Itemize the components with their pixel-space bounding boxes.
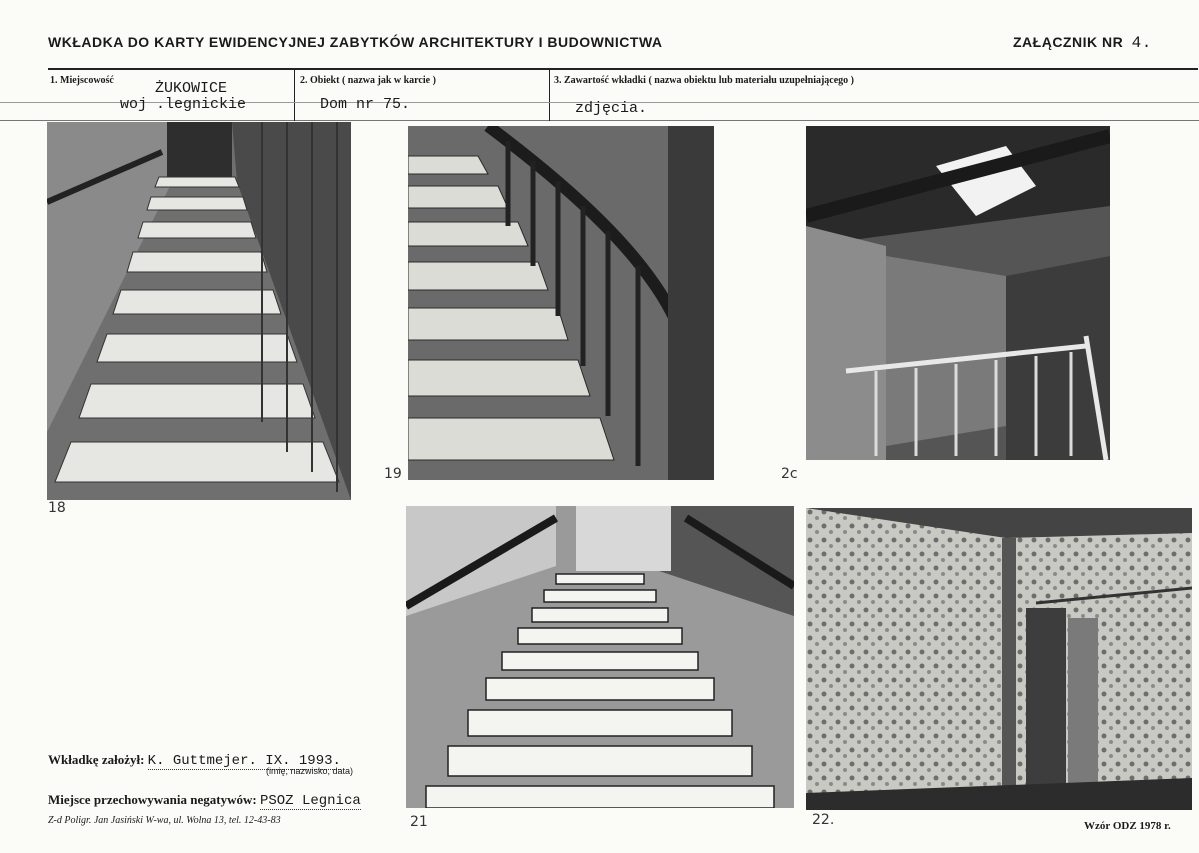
photo-21-number: 21 bbox=[410, 814, 428, 830]
form-model: Wzór ODZ 1978 r. bbox=[1084, 820, 1171, 832]
photo-19-number: 19 bbox=[384, 466, 402, 482]
negatives-row bbox=[48, 792, 361, 809]
photo-20-number: 2c bbox=[781, 466, 798, 482]
location-label: 1. Miejscowość bbox=[50, 75, 114, 86]
object-value: Dom nr 75. bbox=[320, 96, 411, 113]
photo-18-stair bbox=[47, 122, 351, 500]
photo-21-stair-below bbox=[406, 506, 794, 808]
header-top-rule bbox=[48, 68, 1198, 70]
photo-22-number: 22. bbox=[812, 812, 835, 828]
attachment-label-text: ZAŁĄCZNIK NR bbox=[1013, 34, 1124, 50]
photo-20-attic bbox=[806, 126, 1110, 460]
field-divider-1 bbox=[294, 69, 295, 121]
location-value-town: ŻUKOWICE bbox=[155, 80, 228, 97]
attachment-number: 4. bbox=[1131, 34, 1152, 52]
photo-19-stair-banister bbox=[408, 126, 714, 480]
created-by-hint: (imię, nazwisko, data) bbox=[266, 766, 354, 776]
header-bottom-rule bbox=[0, 120, 1199, 121]
location-value-voivodeship: woj .legnickie bbox=[120, 96, 247, 113]
content-value: zdjęcia. bbox=[575, 100, 648, 117]
photo-18-number: 18 bbox=[48, 500, 66, 516]
attachment-label bbox=[1013, 34, 1152, 52]
content-label: 3. Zawartość wkładki ( nazwa obiektu lub materiału uzupełniającego ) bbox=[554, 75, 855, 86]
negatives-label: Miejsce przechowywania negatywów: bbox=[48, 792, 257, 807]
field-divider-2 bbox=[549, 69, 550, 121]
created-by-value: K. Guttmejer. IX. 1993. bbox=[147, 753, 341, 769]
photo-22-room bbox=[806, 508, 1192, 810]
negatives-value: PSOZ Legnica bbox=[259, 793, 361, 809]
printer-imprint: Z-d Poligr. Jan Jasiński W-wa, ul. Wolna 13, tel. 12-43-83 bbox=[48, 815, 281, 826]
created-by-label: Wkładkę założył: bbox=[48, 752, 145, 767]
object-label: 2. Obiekt ( nazwa jak w karcie ) bbox=[300, 75, 436, 86]
form-title: WKŁADKA DO KARTY EWIDENCYJNEJ ZABYTKÓW ARCHITEKTURY I BUDOWNICTWA bbox=[48, 34, 663, 50]
